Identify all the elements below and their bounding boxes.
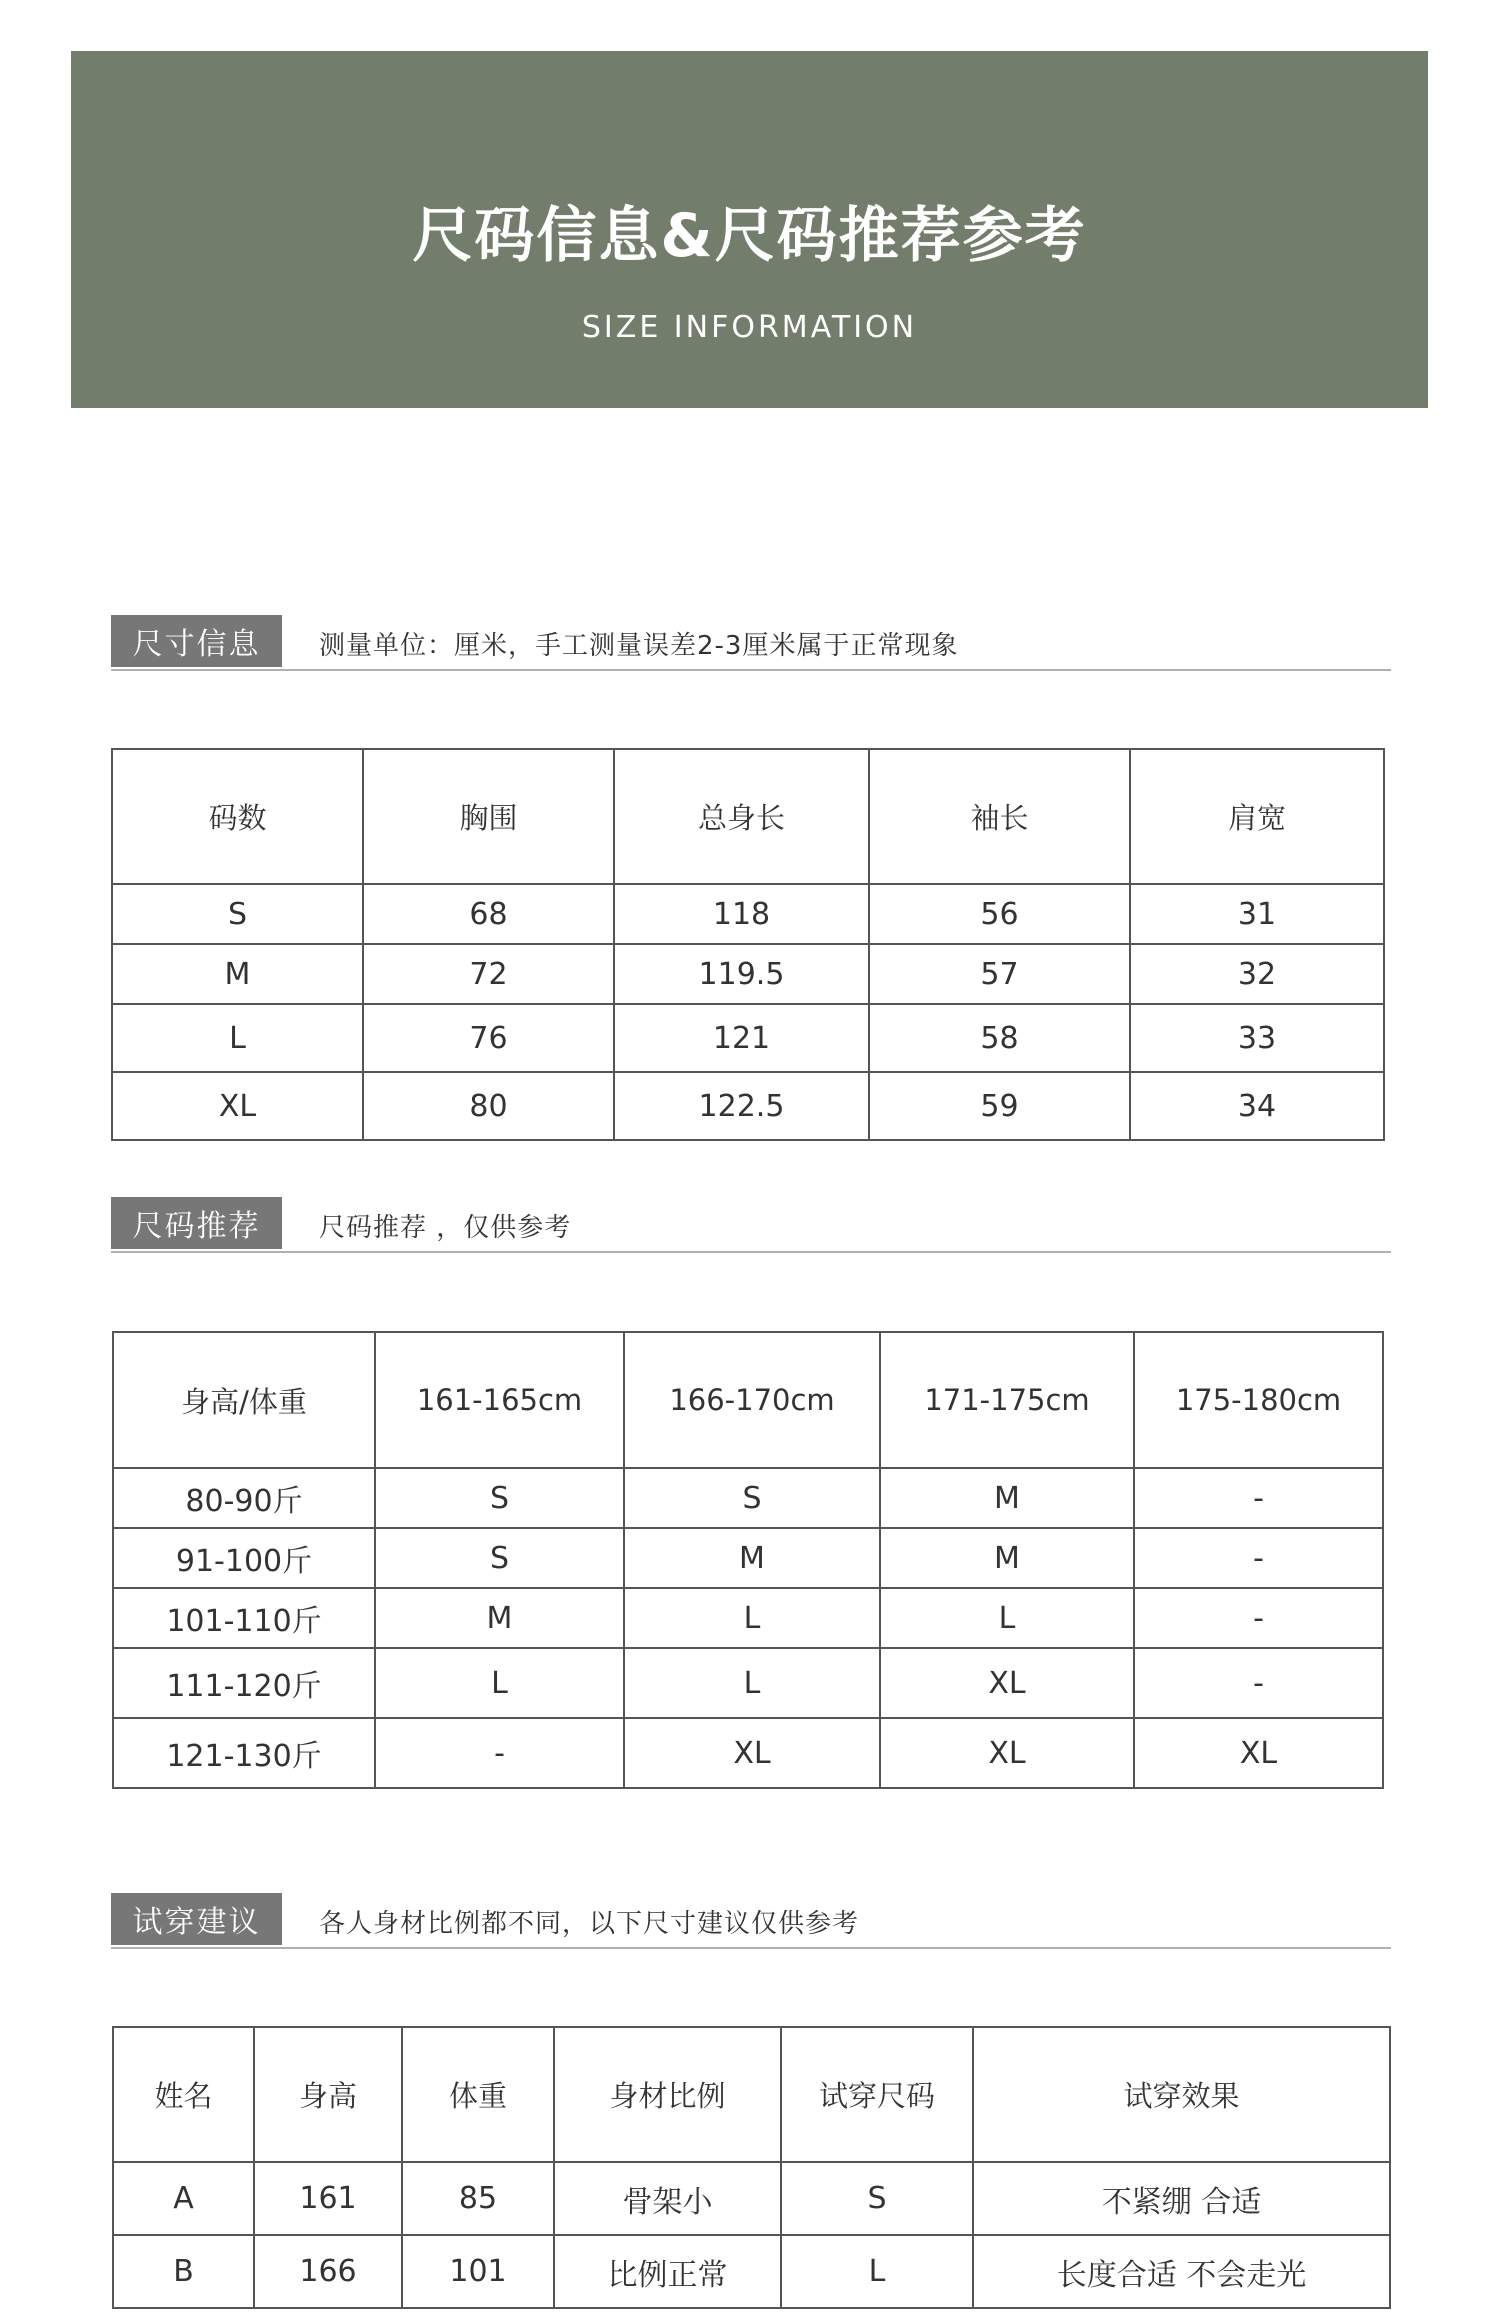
column-header: 171-175cm: [880, 1332, 1134, 1468]
column-header: 总身长: [614, 749, 869, 884]
table-cell: XL: [112, 1072, 363, 1140]
size-info-tag: 尺寸信息: [111, 615, 282, 667]
column-header: 试穿尺码: [781, 2027, 973, 2162]
table-cell: B: [113, 2235, 254, 2308]
table-cell: XL: [880, 1718, 1134, 1788]
table-cell: L: [781, 2235, 973, 2308]
table-row: [112, 884, 1384, 944]
column-header: 袖长: [869, 749, 1130, 884]
table-cell: S: [112, 884, 363, 944]
table-cell: 32: [1130, 944, 1384, 1004]
table-cell: -: [375, 1718, 624, 1788]
try-on-table: [112, 2026, 1391, 2309]
table-cell: L: [624, 1588, 880, 1648]
table-cell: -: [1134, 1468, 1383, 1528]
table-cell: -: [1134, 1648, 1383, 1718]
table-cell: 31: [1130, 884, 1384, 944]
column-header: 身高: [254, 2027, 402, 2162]
table-cell: 121: [614, 1004, 869, 1072]
table-cell: S: [375, 1528, 624, 1588]
table-cell: 111-120斤: [113, 1648, 375, 1718]
size-info-note: 测量单位：厘米，手工测量误差2-3厘米属于正常现象: [319, 631, 959, 661]
column-header: 身高/体重: [113, 1332, 375, 1468]
table-cell: 34: [1130, 1072, 1384, 1140]
table-cell: 长度合适 不会走光: [973, 2235, 1390, 2308]
size-recommend-section-header: [111, 1193, 1391, 1253]
table-cell: S: [781, 2162, 973, 2235]
table-cell: -: [1134, 1588, 1383, 1648]
table-cell: S: [375, 1468, 624, 1528]
size-info-table: [111, 748, 1385, 1141]
table-cell: 59: [869, 1072, 1130, 1140]
try-on-section-header: [111, 1889, 1391, 1949]
table-cell: 166: [254, 2235, 402, 2308]
table-cell: 56: [869, 884, 1130, 944]
table-cell: M: [880, 1468, 1134, 1528]
column-header: 175-180cm: [1134, 1332, 1383, 1468]
table-cell: 101-110斤: [113, 1588, 375, 1648]
table-cell: M: [880, 1528, 1134, 1588]
table-header-row: [113, 2027, 1390, 2162]
header-banner: [71, 51, 1428, 408]
table-cell: L: [624, 1648, 880, 1718]
table-row: [113, 1468, 1383, 1528]
table-cell: M: [624, 1528, 880, 1588]
table-cell: 68: [363, 884, 614, 944]
table-cell: S: [624, 1468, 880, 1528]
table-cell: XL: [1134, 1718, 1383, 1788]
column-header: 161-165cm: [375, 1332, 624, 1468]
table-cell: 不紧绷 合适: [973, 2162, 1390, 2235]
table-cell: 72: [363, 944, 614, 1004]
table-cell: 119.5: [614, 944, 869, 1004]
table-header-row: [112, 749, 1384, 884]
page-title: 尺码信息&尺码推荐参考: [412, 201, 1087, 271]
column-header: 肩宽: [1130, 749, 1384, 884]
table-cell: -: [1134, 1528, 1383, 1588]
size-info-section-header: [111, 611, 1391, 671]
table-cell: A: [113, 2162, 254, 2235]
table-cell: 118: [614, 884, 869, 944]
table-cell: 85: [402, 2162, 554, 2235]
table-cell: 161: [254, 2162, 402, 2235]
table-row: [113, 1588, 1383, 1648]
table-row: [113, 2162, 1390, 2235]
table-cell: M: [112, 944, 363, 1004]
size-recommend-table: [112, 1331, 1384, 1789]
column-header: 166-170cm: [624, 1332, 880, 1468]
column-header: 码数: [112, 749, 363, 884]
table-row: [113, 2235, 1390, 2308]
table-row: [112, 1072, 1384, 1140]
table-cell: XL: [880, 1648, 1134, 1718]
size-recommend-note: 尺码推荐 ，仅供参考: [319, 1213, 572, 1243]
table-row: [113, 1528, 1383, 1588]
table-cell: M: [375, 1588, 624, 1648]
column-header: 身材比例: [554, 2027, 781, 2162]
table-row: [112, 944, 1384, 1004]
try-on-note: 各人身材比例都不同，以下尺寸建议仅供参考: [319, 1909, 860, 1939]
page-subtitle: SIZE INFORMATION: [581, 310, 918, 345]
table-cell: L: [112, 1004, 363, 1072]
table-cell: 121-130斤: [113, 1718, 375, 1788]
table-cell: 80-90斤: [113, 1468, 375, 1528]
table-cell: 101: [402, 2235, 554, 2308]
size-recommend-tag: 尺码推荐: [111, 1197, 282, 1249]
column-header: 姓名: [113, 2027, 254, 2162]
table-row: [113, 1648, 1383, 1718]
table-cell: 比例正常: [554, 2235, 781, 2308]
table-header-row: [113, 1332, 1383, 1468]
table-cell: XL: [624, 1718, 880, 1788]
try-on-tag: 试穿建议: [111, 1893, 282, 1945]
table-cell: 80: [363, 1072, 614, 1140]
table-cell: 91-100斤: [113, 1528, 375, 1588]
table-row: [113, 1718, 1383, 1788]
table-cell: 57: [869, 944, 1130, 1004]
table-cell: 33: [1130, 1004, 1384, 1072]
table-cell: L: [880, 1588, 1134, 1648]
column-header: 试穿效果: [973, 2027, 1390, 2162]
table-cell: 76: [363, 1004, 614, 1072]
column-header: 体重: [402, 2027, 554, 2162]
table-cell: 122.5: [614, 1072, 869, 1140]
column-header: 胸围: [363, 749, 614, 884]
table-cell: 骨架小: [554, 2162, 781, 2235]
table-cell: 58: [869, 1004, 1130, 1072]
table-row: [112, 1004, 1384, 1072]
table-cell: L: [375, 1648, 624, 1718]
